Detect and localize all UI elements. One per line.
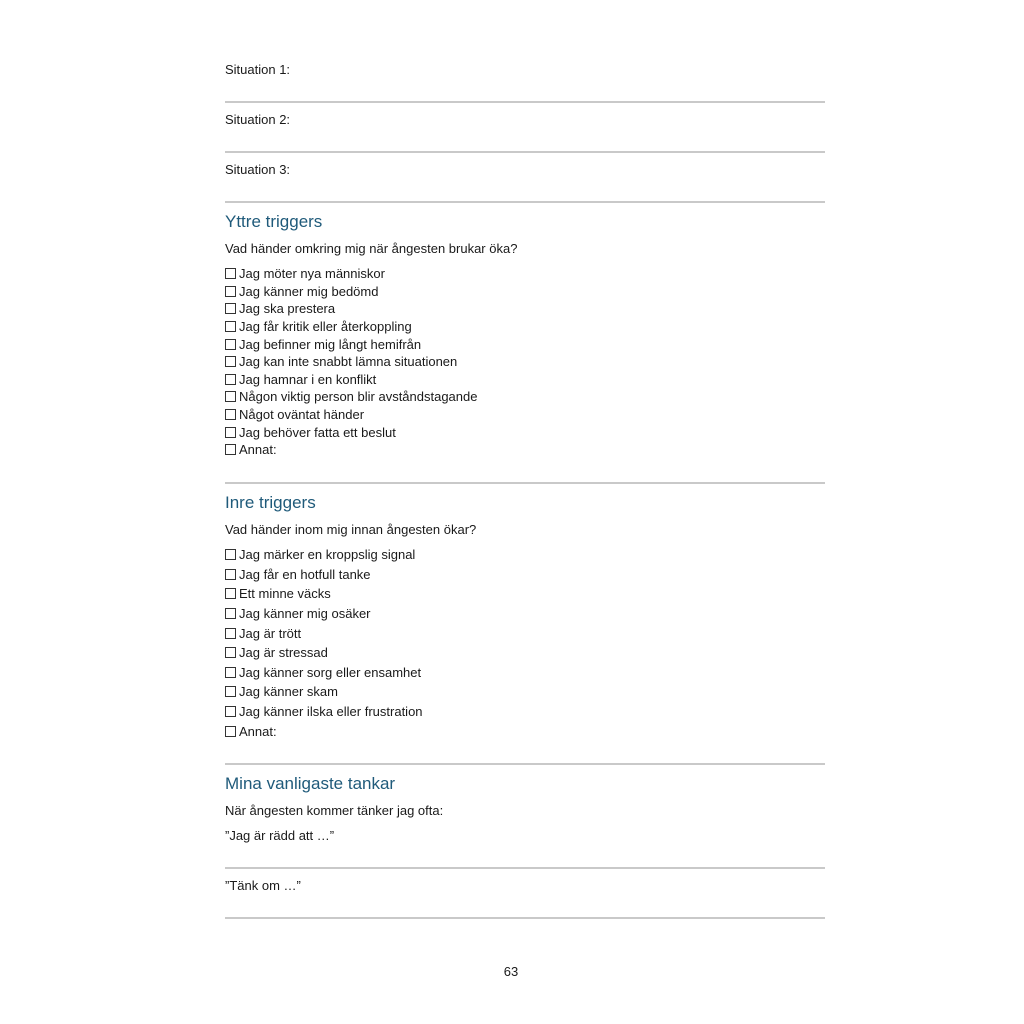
checkbox-label: Annat: [239, 442, 277, 458]
checkbox-icon[interactable] [225, 549, 236, 560]
situation-2-label: Situation 2: [225, 112, 291, 127]
checkbox-label: Jag behöver fatta ett beslut [239, 424, 396, 440]
checkbox-item[interactable] [225, 423, 477, 441]
checkbox-icon[interactable] [225, 686, 236, 697]
checkbox-icon[interactable] [225, 667, 236, 678]
checkbox-icon[interactable] [225, 268, 236, 279]
checkbox-icon[interactable] [225, 286, 236, 297]
checkbox-item[interactable] [225, 682, 423, 702]
checkbox-label: Något oväntat händer [239, 407, 365, 423]
checkbox-label: Annat: [239, 723, 277, 739]
checkbox-item[interactable] [225, 623, 423, 643]
checkbox-icon[interactable] [225, 569, 236, 580]
external-triggers-heading: Yttre triggers [225, 212, 323, 231]
checkbox-label: Jag märker en kroppslig signal [239, 547, 416, 563]
situation-3-label: Situation 3: [225, 162, 291, 177]
checkbox-item[interactable] [225, 545, 423, 565]
checkbox-label: Jag känner mig bedömd [239, 283, 379, 299]
checkbox-item-other[interactable] [225, 441, 477, 459]
checkbox-label: Jag möter nya människor [239, 266, 385, 282]
checkbox-item[interactable] [225, 604, 423, 624]
checkbox-item[interactable] [225, 300, 477, 318]
checkbox-icon[interactable] [225, 391, 236, 402]
checkbox-icon[interactable] [225, 321, 236, 332]
checkbox-label: Jag känner mig osäker [239, 606, 371, 622]
checkbox-item[interactable] [225, 388, 477, 406]
thought-prompt-afraid: ”Jag är rädd att …” [225, 828, 335, 843]
external-triggers-list [225, 265, 477, 459]
thought-prompt-what-if: ”Tänk om …” [225, 878, 301, 893]
thoughts-intro: När ångesten kommer tänker jag ofta: [225, 803, 444, 818]
thoughts-heading: Mina vanligaste tankar [225, 774, 396, 793]
checkbox-icon[interactable] [225, 444, 236, 455]
checkbox-label: Jag känner skam [239, 684, 338, 700]
checkbox-icon[interactable] [225, 409, 236, 420]
external-other-line[interactable] [225, 482, 825, 484]
situation-2-line[interactable] [225, 151, 825, 153]
page-number: 63 [503, 964, 519, 979]
checkbox-icon[interactable] [225, 356, 236, 367]
checkbox-label: Jag befinner mig långt hemifrån [239, 336, 422, 352]
checkbox-item[interactable] [225, 406, 477, 424]
checkbox-label: Jag är trött [239, 625, 302, 641]
thought-prompt-afraid-line[interactable] [225, 867, 825, 869]
checkbox-item[interactable] [225, 565, 423, 585]
checkbox-label: Jag hamnar i en konflikt [239, 371, 377, 387]
situation-3-line[interactable] [225, 201, 825, 203]
situation-1-line[interactable] [225, 101, 825, 103]
checkbox-label: Jag är stressad [239, 645, 328, 661]
checkbox-item[interactable] [225, 584, 423, 604]
checkbox-item[interactable] [225, 283, 477, 301]
checkbox-icon[interactable] [225, 427, 236, 438]
checkbox-label: Någon viktig person blir avståndstagande [239, 389, 478, 405]
checkbox-item[interactable] [225, 353, 477, 371]
internal-triggers-question: Vad händer inom mig innan ångesten ökar? [225, 522, 477, 537]
checkbox-icon[interactable] [225, 608, 236, 619]
checkbox-label: Jag får en hotfull tanke [239, 566, 371, 582]
checkbox-item-other[interactable] [225, 721, 423, 741]
checkbox-icon[interactable] [225, 647, 236, 658]
checkbox-label: Jag känner ilska eller frustration [239, 704, 423, 720]
checkbox-icon[interactable] [225, 706, 236, 717]
checkbox-item[interactable] [225, 702, 423, 722]
checkbox-label: Jag får kritik eller återkoppling [239, 319, 412, 335]
checkbox-item[interactable] [225, 335, 477, 353]
checkbox-icon[interactable] [225, 339, 236, 350]
checkbox-icon[interactable] [225, 726, 236, 737]
checkbox-item[interactable] [225, 371, 477, 389]
situation-1-label: Situation 1: [225, 62, 291, 77]
internal-triggers-list [225, 545, 423, 741]
checkbox-label: Ett minne väcks [239, 586, 331, 602]
checkbox-icon[interactable] [225, 303, 236, 314]
internal-triggers-heading: Inre triggers [225, 493, 316, 512]
checkbox-label: Jag kan inte snabbt lämna situationen [239, 354, 458, 370]
checkbox-icon[interactable] [225, 628, 236, 639]
checkbox-label: Jag känner sorg eller ensamhet [239, 664, 422, 680]
checkbox-item[interactable] [225, 663, 423, 683]
internal-other-line[interactable] [225, 763, 825, 765]
checkbox-item[interactable] [225, 643, 423, 663]
checkbox-icon[interactable] [225, 588, 236, 599]
external-triggers-question: Vad händer omkring mig när ångesten brukar öka? [225, 241, 518, 256]
thought-prompt-what-if-line[interactable] [225, 917, 825, 919]
checkbox-label: Jag ska prestera [239, 301, 336, 317]
checkbox-icon[interactable] [225, 374, 236, 385]
checkbox-item[interactable] [225, 318, 477, 336]
checkbox-item[interactable] [225, 265, 477, 283]
